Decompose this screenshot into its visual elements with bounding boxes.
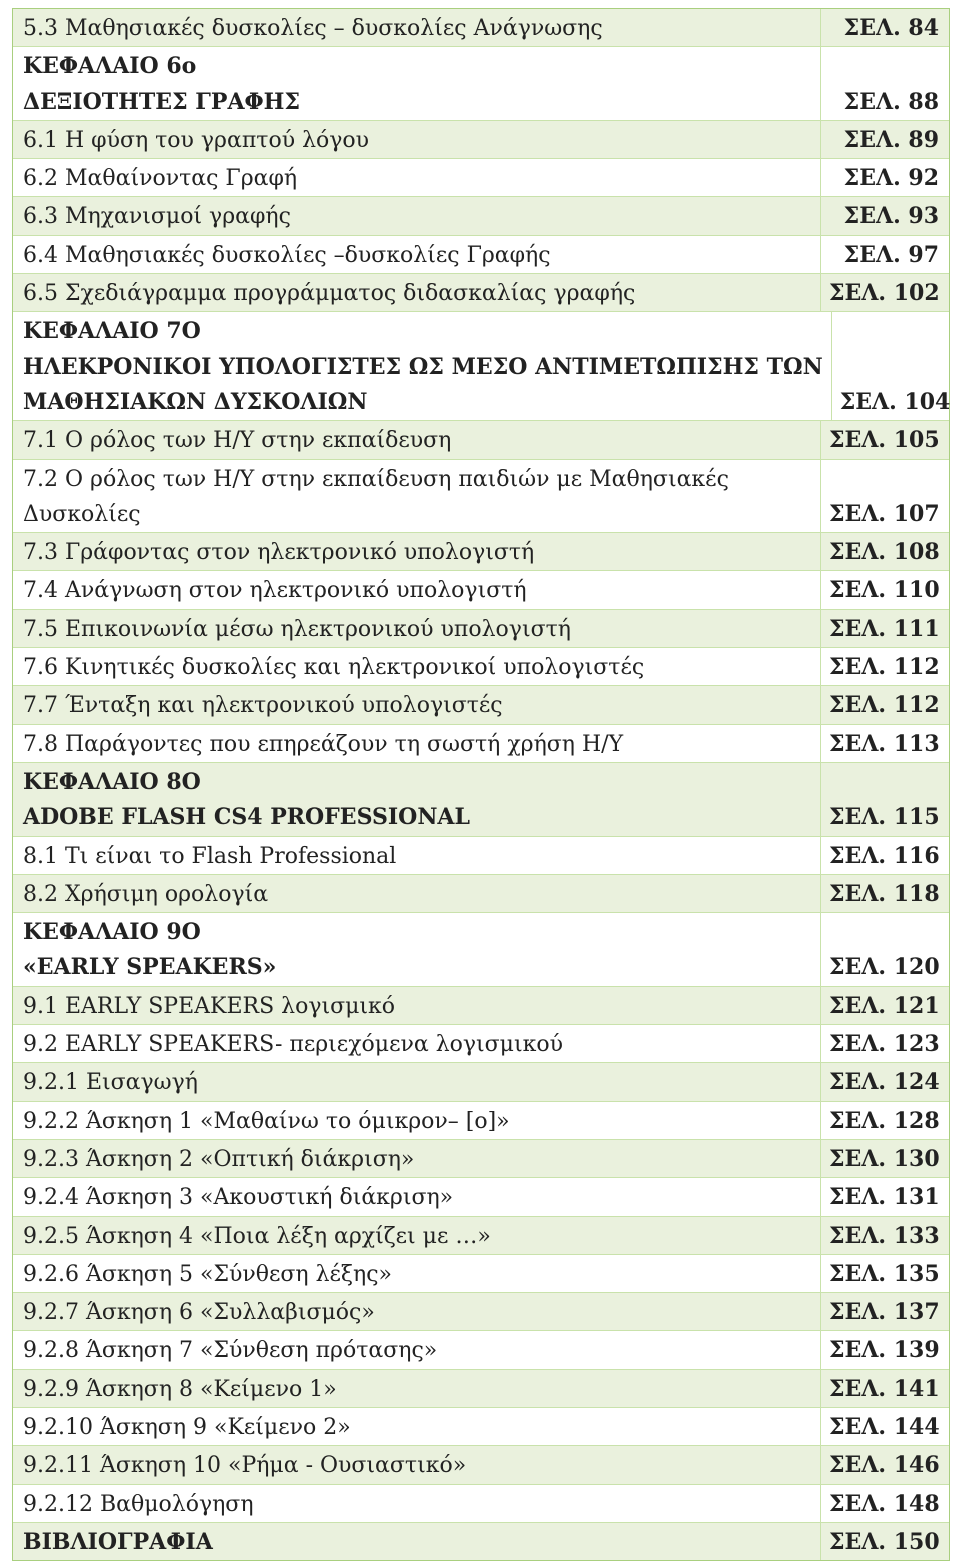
- toc-row: [13, 912, 949, 986]
- toc-entry-title: [13, 725, 821, 762]
- toc-row: [13, 1292, 949, 1330]
- page-number: ΣΕΛ. 124: [829, 1069, 940, 1096]
- toc-entry-page: [821, 236, 949, 273]
- toc-entry-page: [821, 875, 949, 912]
- toc-entry-title: [13, 121, 821, 158]
- toc-row: [13, 874, 949, 912]
- toc-entry-line: 9.2.10 Άσκηση 9 «Κείμενο 2»: [23, 1414, 351, 1440]
- page-number: ΣΕΛ. 84: [843, 15, 939, 41]
- toc-row: [13, 1484, 949, 1522]
- toc-entry-line: ADOBE FLASH CS4 PROFESSIONAL: [23, 804, 470, 831]
- toc-row: [13, 46, 949, 120]
- page-number: ΣΕΛ. 139: [829, 1337, 940, 1364]
- toc-entry-line: Δυσκολίες: [23, 501, 141, 527]
- toc-row: [13, 1062, 949, 1100]
- page-number: ΣΕΛ. 108: [829, 539, 940, 566]
- page-number: ΣΕΛ. 105: [829, 427, 940, 454]
- toc-entry-page: [821, 763, 949, 836]
- toc-row: [13, 120, 949, 158]
- toc-row: [13, 724, 949, 762]
- toc-entry-page: [821, 1485, 949, 1522]
- toc-entry-line: 9.2.6 Άσκηση 5 «Σύνθεση λέξης»: [23, 1261, 393, 1287]
- toc-entry-page: [821, 274, 949, 311]
- page-number: ΣΕΛ. 104: [839, 388, 951, 415]
- page-number: ΣΕΛ. 113: [829, 730, 940, 757]
- toc-row: [13, 158, 949, 196]
- toc-entry-line: ΜΑΘΗΣΙΑΚΩΝ ΔΥΣΚΟΛΙΩΝ: [23, 388, 368, 415]
- table-of-contents: [12, 8, 950, 1561]
- toc-entry-page: [821, 1178, 949, 1215]
- toc-row: [13, 1139, 949, 1177]
- toc-entry-line: 9.2.12 Βαθμολόγηση: [23, 1491, 254, 1517]
- toc-entry-title: [13, 648, 821, 685]
- toc-entry-page: [821, 1063, 949, 1100]
- toc-entry-line: 7.3 Γράφοντας στον ηλεκτρονικό υπολογιστή: [23, 540, 535, 566]
- toc-entry-line: 7.7 Ένταξη και ηλεκτρονικού υπολογιστές: [23, 693, 503, 719]
- toc-entry-title: [13, 875, 821, 912]
- toc-row: [13, 459, 949, 533]
- toc-entry-line: ΚΕΦΑΛΑΙΟ 7Ο: [23, 318, 201, 345]
- toc-row: [13, 986, 949, 1024]
- toc-entry-page: [821, 987, 949, 1024]
- toc-entry-title: [13, 1255, 821, 1292]
- toc-entry-page: [821, 725, 949, 762]
- toc-entry-line: 5.3 Μαθησιακές δυσκολίες – δυσκολίες Ανάγνωσης: [23, 16, 603, 41]
- toc-entry-page: [821, 159, 949, 196]
- toc-row: [13, 570, 949, 608]
- toc-entry-title: [13, 1178, 821, 1215]
- toc-row: [13, 1216, 949, 1254]
- toc-entry-title: [13, 686, 821, 723]
- toc-row: [13, 647, 949, 685]
- toc-row: [13, 1445, 949, 1483]
- page-number: ΣΕΛ. 121: [829, 992, 940, 1019]
- page-number: ΣΕΛ. 89: [843, 126, 939, 153]
- page-number: ΣΕΛ. 112: [829, 654, 940, 681]
- toc-entry-line: 9.2.7 Άσκηση 6 «Συλλαβισμός»: [23, 1300, 375, 1326]
- toc-entry-title: [13, 1293, 821, 1330]
- toc-entry-page: [821, 1408, 949, 1445]
- page-number: ΣΕΛ. 118: [829, 880, 940, 907]
- page-number: ΣΕΛ. 146: [829, 1452, 940, 1479]
- toc-entry-line: ΗΛΕΚΡΟΝΙΚΟΙ ΥΠΟΛΟΓΙΣΤΕΣ ΩΣ ΜΕΣΟ ΑΝΤΙΜΕΤΩΠΙΣΗΣ ΤΩΝ: [23, 353, 823, 380]
- toc-entry-title: [13, 197, 821, 234]
- toc-row: [13, 1101, 949, 1139]
- toc-entry-line: 7.5 Επικοινωνία μέσω ηλεκτρονικού υπολογιστή: [23, 616, 571, 642]
- toc-entry-line: 9.2.1 Εισαγωγή: [23, 1070, 198, 1096]
- toc-entry-line: ΔΕΞΙΟΤΗΤΕΣ ΓΡΑΦΗΣ: [23, 88, 301, 115]
- toc-entry-page: [832, 312, 960, 420]
- toc-row: [13, 196, 949, 234]
- toc-entry-line: 9.2.8 Άσκηση 7 «Σύνθεση πρότασης»: [23, 1338, 438, 1364]
- page-number: ΣΕΛ. 130: [829, 1145, 940, 1172]
- toc-entry-title: [13, 9, 821, 46]
- toc-entry-page: [821, 1217, 949, 1254]
- page-number: ΣΕΛ. 148: [829, 1490, 940, 1517]
- page-number: ΣΕΛ. 107: [829, 500, 940, 527]
- toc-row: [13, 685, 949, 723]
- toc-entry-page: [821, 913, 949, 986]
- toc-row: [13, 235, 949, 273]
- toc-entry-title: [13, 1140, 821, 1177]
- toc-entry-title: [13, 159, 821, 196]
- toc-entry-title: [13, 312, 832, 420]
- toc-entry-line: 9.2 EARLY SPEAKERS- περιεχόμενα λογισμικού: [23, 1032, 563, 1058]
- toc-entry-page: [821, 1140, 949, 1177]
- toc-row: [13, 1177, 949, 1215]
- toc-row: [13, 836, 949, 874]
- page-number: ΣΕΛ. 93: [843, 203, 939, 230]
- page-number: ΣΕΛ. 110: [829, 577, 940, 604]
- toc-entry-title: [13, 460, 821, 533]
- toc-entry-line: ΚΕΦΑΛΑΙΟ 6ο: [23, 53, 197, 80]
- toc-entry-line: 6.1 Η φύση του γραπτού λόγου: [23, 127, 370, 153]
- toc-row: [13, 532, 949, 570]
- toc-entry-page: [821, 9, 949, 46]
- toc-entry-title: [13, 987, 821, 1024]
- toc-entry-page: [821, 610, 949, 647]
- page-number: ΣΕΛ. 150: [829, 1528, 940, 1555]
- toc-entry-line: 6.4 Μαθησιακές δυσκολίες –δυσκολίες Γραφής: [23, 242, 551, 268]
- page-number: ΣΕΛ. 123: [829, 1031, 940, 1058]
- toc-row: [13, 1254, 949, 1292]
- toc-entry-line: 7.6 Κινητικές δυσκολίες και ηλεκτρονικοί υπολογιστές: [23, 655, 645, 681]
- page-number: ΣΕΛ. 92: [843, 165, 939, 192]
- page-number: ΣΕΛ. 137: [829, 1299, 940, 1326]
- toc-entry-title: [13, 1217, 821, 1254]
- toc-entry-line: «EARLY SPEAKERS»: [23, 954, 277, 981]
- toc-entry-page: [821, 1331, 949, 1368]
- toc-entry-line: 9.2.3 Άσκηση 2 «Οπτική διάκριση»: [23, 1146, 415, 1172]
- toc-row: [13, 609, 949, 647]
- toc-entry-line: 9.2.4 Άσκηση 3 «Ακουστική διάκριση»: [23, 1185, 454, 1211]
- toc-entry-page: [821, 1293, 949, 1330]
- toc-entry-line: 6.2 Μαθαίνοντας Γραφή: [23, 166, 298, 192]
- toc-entry-line: 7.4 Ανάγνωση στον ηλεκτρονικό υπολογιστή: [23, 578, 527, 604]
- page-number: ΣΕΛ. 111: [829, 615, 940, 642]
- toc-entry-title: [13, 610, 821, 647]
- toc-entry-line: ΚΕΦΑΛΑΙΟ 9Ο: [23, 919, 201, 946]
- toc-row: [13, 1522, 949, 1560]
- toc-entry-title: [13, 47, 821, 120]
- toc-entry-title: [13, 1102, 821, 1139]
- toc-entry-line: 9.2.2 Άσκηση 1 «Μαθαίνω το όμικρον– [ο]»: [23, 1108, 510, 1134]
- toc-entry-line: 9.1 EARLY SPEAKERS λογισμικό: [23, 993, 396, 1019]
- toc-entry-page: [821, 47, 949, 120]
- page-number: ΣΕΛ. 135: [829, 1260, 940, 1287]
- toc-entry-title: [13, 1485, 821, 1522]
- page-number: ΣΕΛ. 133: [829, 1222, 940, 1249]
- toc-entry-title: [13, 571, 821, 608]
- toc-entry-title: [13, 533, 821, 570]
- toc-entry-line: 6.3 Μηχανισμοί γραφής: [23, 204, 291, 230]
- toc-entry-line: 7.1 Ο ρόλος των Η/Υ στην εκπαίδευση: [23, 428, 452, 454]
- page-number: ΣΕΛ. 116: [829, 842, 940, 869]
- toc-entry-line: ΒΙΒΛΙΟΓΡΑΦΙΑ: [23, 1528, 213, 1555]
- page-number: ΣΕΛ. 102: [829, 280, 940, 307]
- toc-entry-page: [821, 1523, 949, 1560]
- toc-entry-title: [13, 1370, 821, 1407]
- toc-entry-title: [13, 913, 821, 986]
- page-number: ΣΕΛ. 144: [829, 1413, 940, 1440]
- toc-entry-title: [13, 1331, 821, 1368]
- toc-entry-page: [821, 1370, 949, 1407]
- toc-entry-page: [821, 686, 949, 723]
- toc-row: [13, 762, 949, 836]
- page-number: ΣΕΛ. 88: [843, 88, 939, 115]
- toc-entry-page: [821, 648, 949, 685]
- toc-entry-title: [13, 1523, 821, 1560]
- toc-entry-page: [821, 1102, 949, 1139]
- toc-entry-line: 6.5 Σχεδιάγραμμα προγράμματος διδασκαλίας γραφής: [23, 281, 636, 307]
- page-number: ΣΕΛ. 112: [829, 692, 940, 719]
- page-number: ΣΕΛ. 128: [829, 1107, 940, 1134]
- toc-entry-title: [13, 274, 821, 311]
- page-number: ΣΕΛ. 115: [829, 804, 940, 831]
- toc-row: [13, 1330, 949, 1368]
- toc-entry-line: ΚΕΦΑΛΑΙΟ 8Ο: [23, 768, 201, 795]
- toc-row: [13, 1024, 949, 1062]
- toc-entry-line: 8.2 Χρήσιμη ορολογία: [23, 881, 269, 907]
- toc-entry-page: [821, 533, 949, 570]
- toc-entry-line: 9.2.11 Άσκηση 10 «Ρήμα - Ουσιαστικό»: [23, 1453, 467, 1479]
- toc-entry-title: [13, 763, 821, 836]
- toc-row: [13, 273, 949, 311]
- page-number: ΣΕΛ. 97: [843, 241, 939, 268]
- toc-row: [13, 1369, 949, 1407]
- toc-entry-page: [821, 571, 949, 608]
- page-number: ΣΕΛ. 131: [829, 1184, 940, 1211]
- toc-entry-title: [13, 421, 821, 458]
- toc-entry-page: [821, 460, 949, 533]
- toc-entry-line: 9.2.5 Άσκηση 4 «Ποια λέξη αρχίζει με …»: [23, 1223, 491, 1249]
- toc-entry-page: [821, 421, 949, 458]
- toc-entry-title: [13, 236, 821, 273]
- toc-entry-title: [13, 1025, 821, 1062]
- toc-entry-page: [821, 1255, 949, 1292]
- page-number: ΣΕΛ. 141: [829, 1375, 940, 1402]
- toc-entry-title: [13, 837, 821, 874]
- toc-row: [13, 311, 949, 420]
- toc-entry-page: [821, 1025, 949, 1062]
- toc-entry-line: 7.2 Ο ρόλος των Η/Υ στην εκπαίδευση παιδιών με Μαθησιακές: [23, 466, 729, 492]
- toc-entry-page: [821, 837, 949, 874]
- page-number: ΣΕΛ. 120: [829, 954, 940, 981]
- toc-entry-page: [821, 197, 949, 234]
- toc-row: [13, 420, 949, 458]
- toc-entry-line: 9.2.9 Άσκηση 8 «Κείμενο 1»: [23, 1376, 337, 1402]
- toc-row: [13, 1407, 949, 1445]
- toc-entry-page: [821, 121, 949, 158]
- toc-entry-line: 7.8 Παράγοντες που επηρεάζουν τη σωστή χρήση Η/Υ: [23, 731, 624, 757]
- toc-row: [13, 9, 949, 46]
- toc-entry-title: [13, 1063, 821, 1100]
- toc-entry-line: 8.1 Τι είναι το Flash Professional: [23, 843, 397, 869]
- toc-entry-title: [13, 1408, 821, 1445]
